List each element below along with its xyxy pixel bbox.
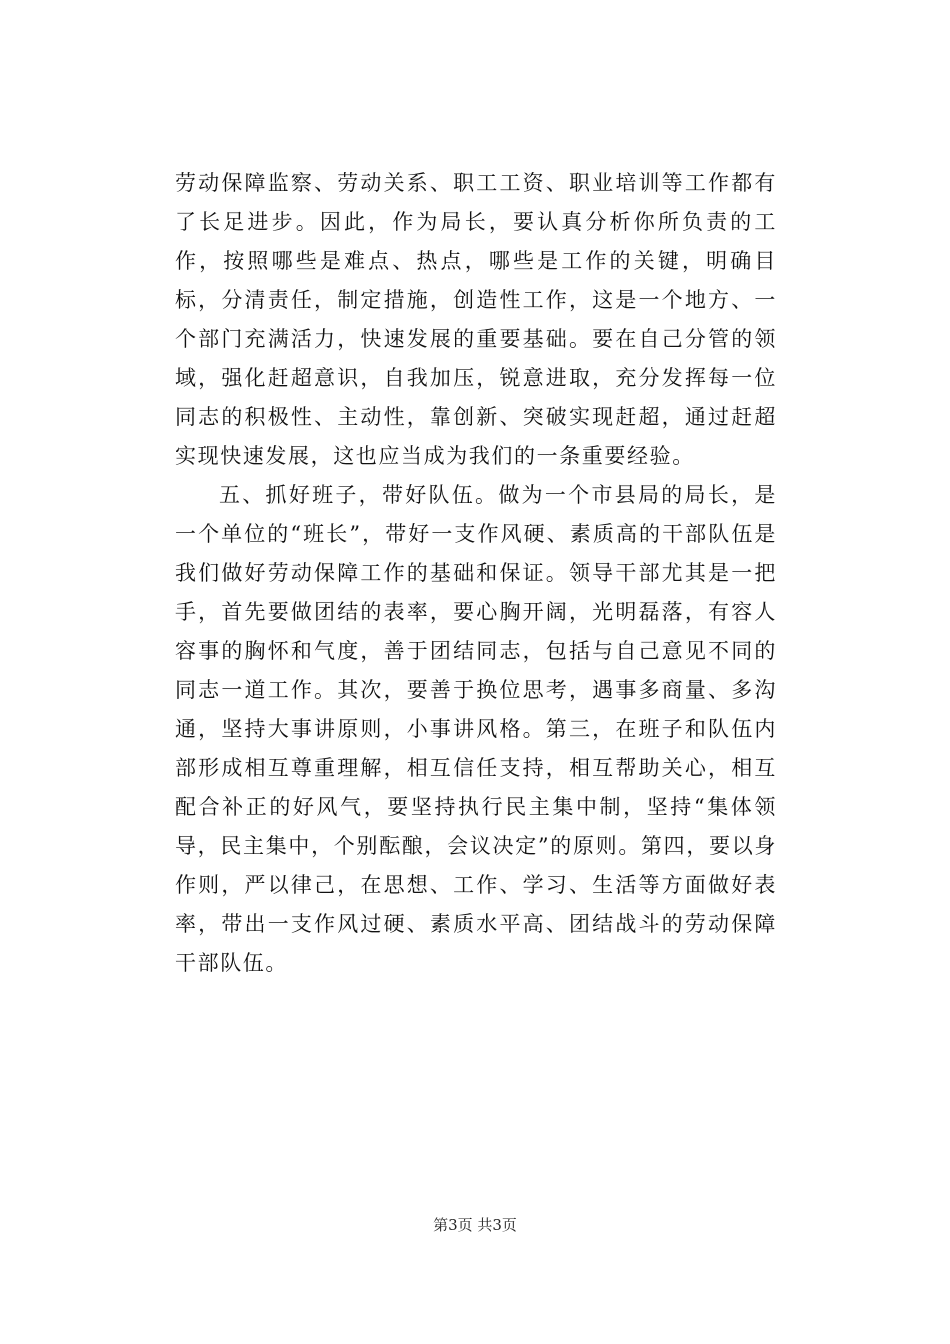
- page-number: 第3页 共3页: [433, 1216, 517, 1234]
- document-body: [175, 164, 777, 983]
- page-footer: [0, 1214, 950, 1235]
- paragraph-continuation: 劳动保障监察、劳动关系、职工工资、职业培训等工作都有了长足进步。因此，作为局长，要认真分析你所负责的工作，按照哪些是难点、热点，哪些是工作的关键，明确目标，分清责任，制定措施，创造性工作，这是一个地方、一个部门充满活力，快速发展的重要基础。要在自己分管的领域，强化赶超意识，自我加压，锐意进取，充分发挥每一位同志的积极性、主动性，靠创新、突破实现赶超，通过赶超实现快速发展，这也应当成为我们的一条重要经验。: [175, 171, 777, 468]
- paragraph-section-five: 五、抓好班子，带好队伍。做为一个市县局的局长，是一个单位的“班长”，带好一支作风硬、素质高的干部队伍是我们做好劳动保障工作的基础和保证。领导干部尤其是一把手，首先要做团结的表率，要心胸开阔，光明磊落，有容人容事的胸怀和气度，善于团结同志，包括与自己意见不同的同志一道工作。其次，要善于换位思考，遇事多商量、多沟通，坚持大事讲原则，小事讲风格。第三，在班子和队伍内部形成相互尊重理解，相互信任支持，相互帮助关心，相互配合补正的好风气，要坚持执行民主集中制，坚持“集体领导，民主集中，个别酝酿，会议决定”的原则。第四，要以身作则，严以律己，在思想、工作、学习、生活等方面做好表率，带出一支作风过硬、素质水平高、团结战斗的劳动保障干部队伍。: [175, 483, 777, 975]
